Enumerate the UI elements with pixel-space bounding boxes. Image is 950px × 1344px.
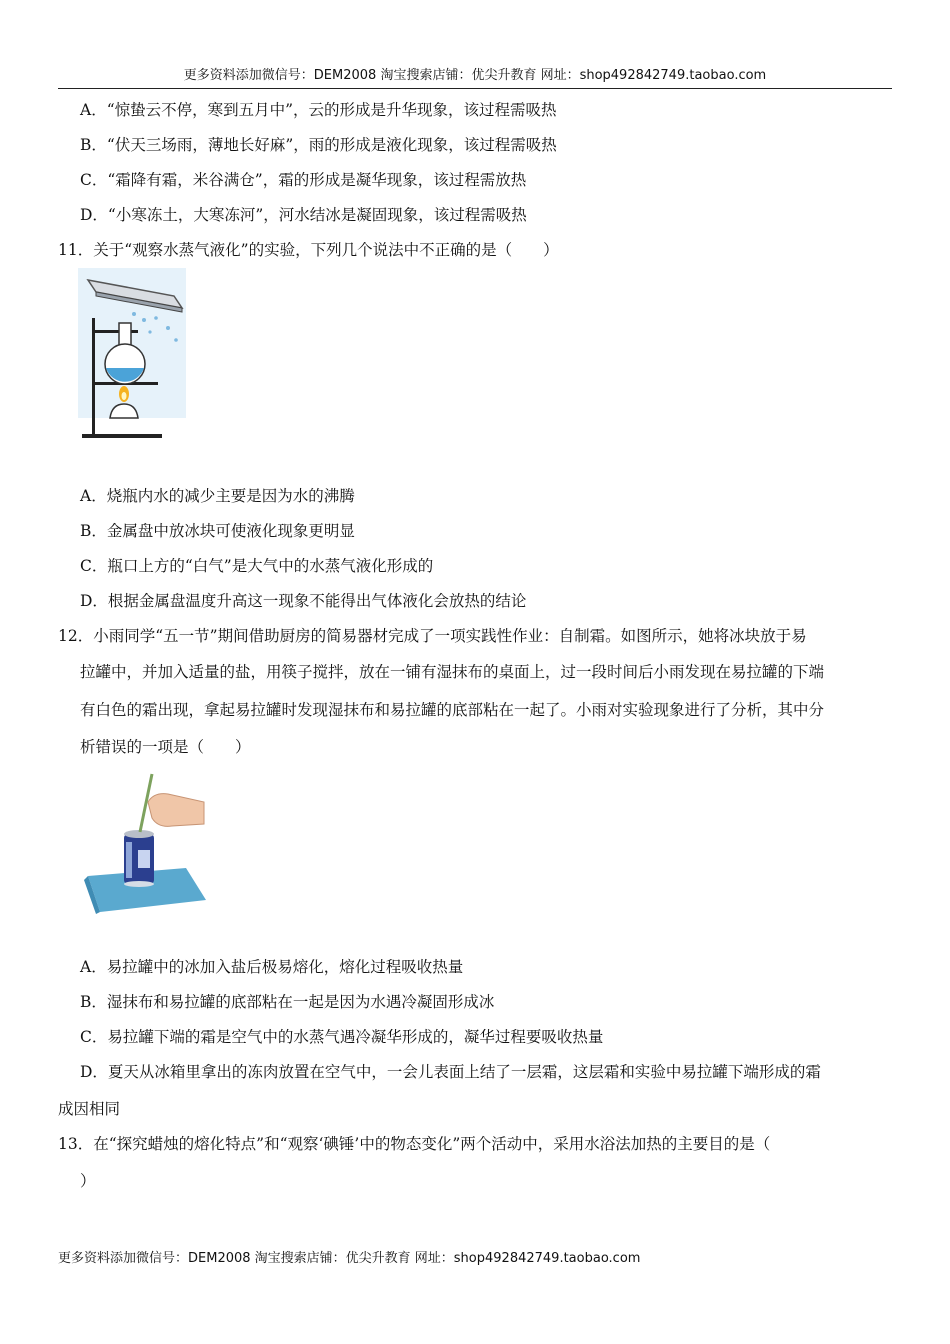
q12-stem-line-4: 析错误的一项是（ ） <box>80 738 251 756</box>
q12-stem-line-3: 有白色的霜出现，拿起易拉罐时发现湿抹布和易拉罐的底部粘在一起了。小雨对实验现象进行了分析，其中分 <box>80 701 825 719</box>
q11-option-d: D．根据金属盘温度升高这一现象不能得出气体液化会放热的结论 <box>80 592 527 610</box>
q11-option-b: B．金属盘中放冰块可使液化现象更明显 <box>80 522 355 540</box>
q12-option-b: B．湿抹布和易拉罐的底部粘在一起是因为水遇冷凝固形成冰 <box>80 993 495 1011</box>
q12-option-d: D．夏天从冰箱里拿出的冻肉放置在空气中，一会儿表面上结了一层霜，这层霜和实验中易拉罐下端形成的霜 <box>80 1063 821 1081</box>
q10-option-a: A．“惊蛰云不停，寒到五月中”，云的形成是升华现象，该过程需吸热 <box>80 101 557 119</box>
q13-stem-continuation: ） <box>80 1172 96 1190</box>
condensation-apparatus-figure <box>78 268 190 444</box>
q12-stem-line-1: 12．小雨同学“五一节”期间借助厨房的简易器材完成了一项实践性作业：自制霜。如图所示，她将冰块放于易 <box>58 627 807 645</box>
page-header: 更多资料添加微信号：DEM2008 淘宝搜索店铺：优尖升教育 网址：shop492842749.taobao.com <box>58 66 892 89</box>
q12-option-c: C．易拉罐下端的霜是空气中的水蒸气遇冷凝华形成的，凝华过程要吸收热量 <box>80 1028 604 1046</box>
q12-stem-line-2: 拉罐中，并加入适量的盐，用筷子搅拌，放在一铺有湿抹布的桌面上，过一段时间后小雨发现在易拉罐的下端 <box>80 663 825 681</box>
can-frost-experiment-figure <box>82 772 210 916</box>
page-footer: 更多资料添加微信号：DEM2008 淘宝搜索店铺：优尖升教育 网址：shop492842749.taobao.com <box>58 1251 641 1266</box>
q10-option-d: D．“小寒冻土，大寒冻河”，河水结冰是凝固现象，该过程需吸热 <box>80 206 527 224</box>
q12-option-a: A．易拉罐中的冰加入盐后极易熔化，熔化过程吸收热量 <box>80 958 464 976</box>
q11-stem: 11．关于“观察水蒸气液化”的实验，下列几个说法中不正确的是（ ） <box>58 241 559 259</box>
q13-stem: 13．在“探究蜡烛的熔化特点”和“观察‘碘锤’中的物态变化”两个活动中，采用水浴法加热的主要目的是（ <box>58 1135 771 1153</box>
q11-option-c: C．瓶口上方的“白气”是大气中的水蒸气液化形成的 <box>80 557 434 575</box>
q11-option-a: A．烧瓶内水的减少主要是因为水的沸腾 <box>80 487 355 505</box>
q10-option-b: B．“伏天三场雨，薄地长好麻”，雨的形成是液化现象，该过程需吸热 <box>80 136 557 154</box>
q12-option-d-continuation: 成因相同 <box>58 1100 121 1118</box>
q10-option-c: C．“霜降有霜，米谷满仓”，霜的形成是凝华现象，该过程需放热 <box>80 171 527 189</box>
